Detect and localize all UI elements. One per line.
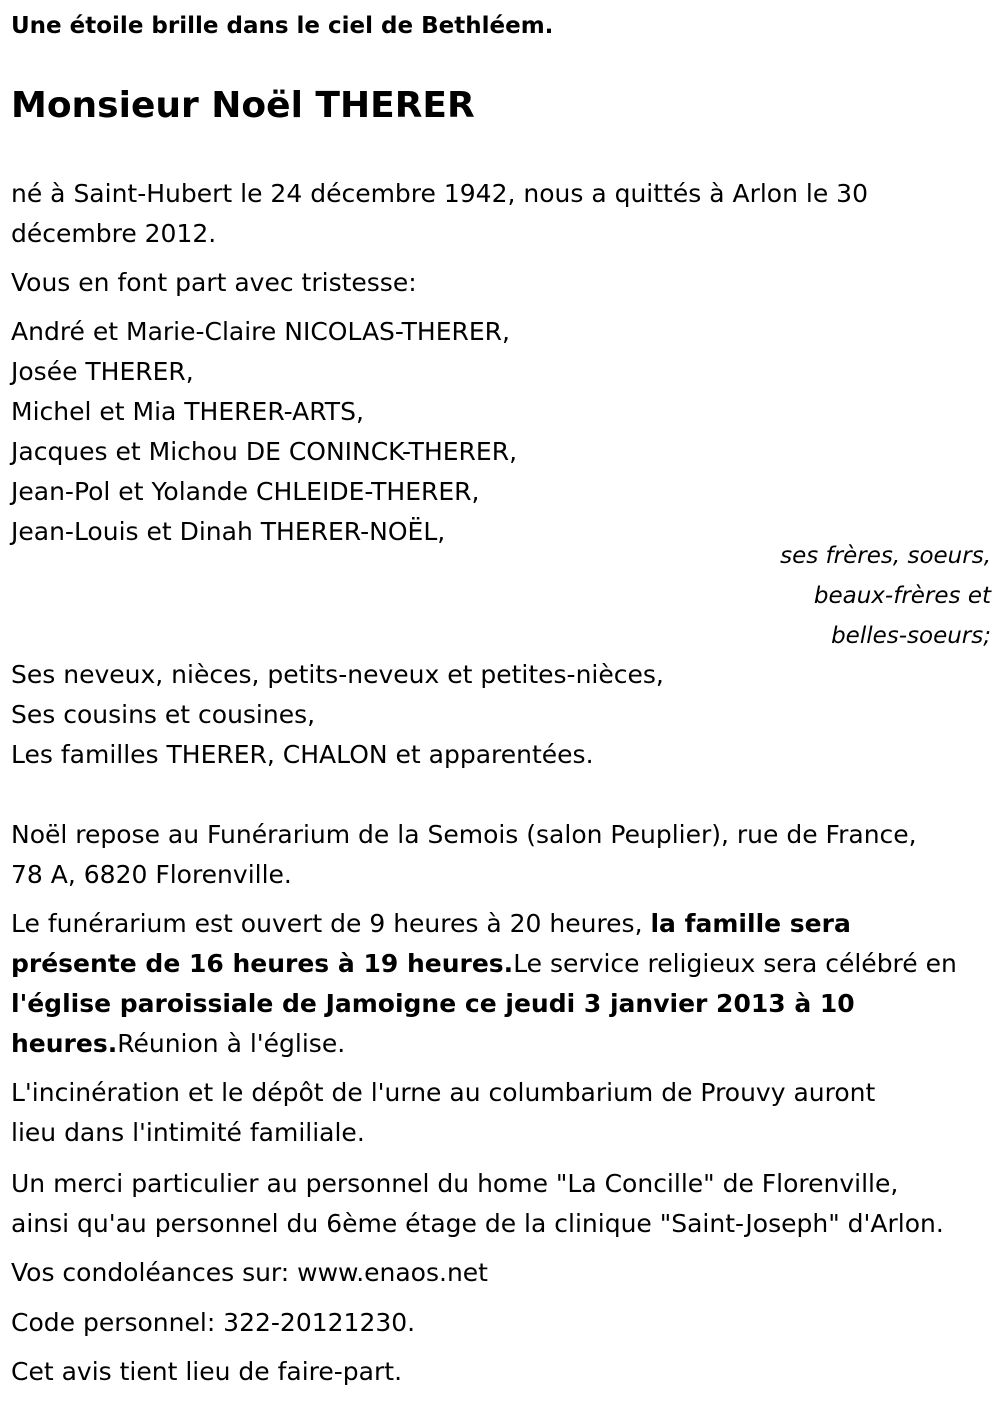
verse-heading: Une étoile brille dans le ciel de Bethléem. — [11, 13, 554, 39]
condolences-line: Vos condoléances sur: www.enaos.net — [11, 1258, 488, 1287]
sibling-entry: Michel et Mia THERER-ARTS, — [11, 397, 364, 426]
announce-intro: Vous en font part avec tristesse: — [11, 268, 417, 297]
sibling-entry: Jean-Louis et Dinah THERER-NOËL, — [11, 517, 446, 546]
relation-line: ses frères, soeurs, — [780, 543, 991, 569]
schedule-line — [11, 1024, 986, 1064]
schedule-line — [11, 984, 986, 1024]
family-entry: Les familles THERER, CHALON et apparentées. — [11, 740, 594, 769]
thanks-line: ainsi qu'au personnel du 6ème étage de la clinique "Saint-Joseph" d'Arlon. — [11, 1209, 944, 1238]
family-entry: Ses neveux, nièces, petits-neveux et petites-nièces, — [11, 660, 664, 689]
sibling-entry: André et Marie-Claire NICOLAS-THERER, — [11, 317, 510, 346]
schedule-text: Le funérarium est ouvert de 9 heures à 20 heures, — [11, 909, 651, 938]
birth-death-line: né à Saint-Hubert le 24 décembre 1942, nous a quittés à Arlon le 30 — [11, 179, 868, 208]
rest-place-paragraph — [11, 815, 986, 895]
schedule-paragraph — [11, 904, 986, 1064]
sibling-entry: Jean-Pol et Yolande CHLEIDE-THERER, — [11, 477, 480, 506]
thanks-line: Un merci particulier au personnel du home "La Concille" de Florenville, — [11, 1169, 899, 1198]
cremation-line: L'incinération et le dépôt de l'urne au columbarium de Prouvy auront — [11, 1078, 876, 1107]
schedule-text: Le service religieux sera célébré en — [513, 949, 957, 978]
family-entry: Ses cousins et cousines, — [11, 700, 316, 729]
cremation-paragraph — [11, 1073, 986, 1153]
birth-death-line: décembre 2012. — [11, 219, 217, 248]
schedule-bold-text: l'église paroissiale de Jamoigne ce jeudi 3 janvier 2013 à 10 — [11, 989, 855, 1018]
sibling-entry: Jacques et Michou DE CONINCK-THERER, — [11, 437, 518, 466]
birth-death-paragraph — [11, 174, 986, 254]
schedule-line — [11, 944, 986, 984]
sibling-entry: Josée THERER, — [11, 357, 194, 386]
closing-line: Cet avis tient lieu de faire-part. — [11, 1357, 403, 1386]
schedule-text: Réunion à l'église. — [117, 1029, 346, 1058]
deceased-name: Monsieur Noël THERER — [11, 85, 475, 126]
siblings-relation — [591, 536, 991, 656]
cremation-line: lieu dans l'intimité familiale. — [11, 1118, 365, 1147]
rest-place-line: 78 A, 6820 Florenville. — [11, 860, 292, 889]
other-family-list — [11, 655, 986, 775]
schedule-bold-text: heures. — [11, 1029, 118, 1058]
relation-line: belles-soeurs; — [831, 623, 991, 649]
schedule-bold-text: présente de 16 heures à 19 heures. — [11, 949, 514, 978]
schedule-bold-text: la famille sera — [650, 909, 851, 938]
siblings-list — [11, 312, 986, 552]
relation-line: beaux-frères et — [813, 583, 991, 609]
rest-place-line: Noël repose au Funérarium de la Semois (salon Peuplier), rue de France, — [11, 820, 917, 849]
schedule-line — [11, 904, 986, 944]
thanks-paragraph — [11, 1164, 986, 1244]
personal-code: Code personnel: 322-20121230. — [11, 1308, 416, 1337]
